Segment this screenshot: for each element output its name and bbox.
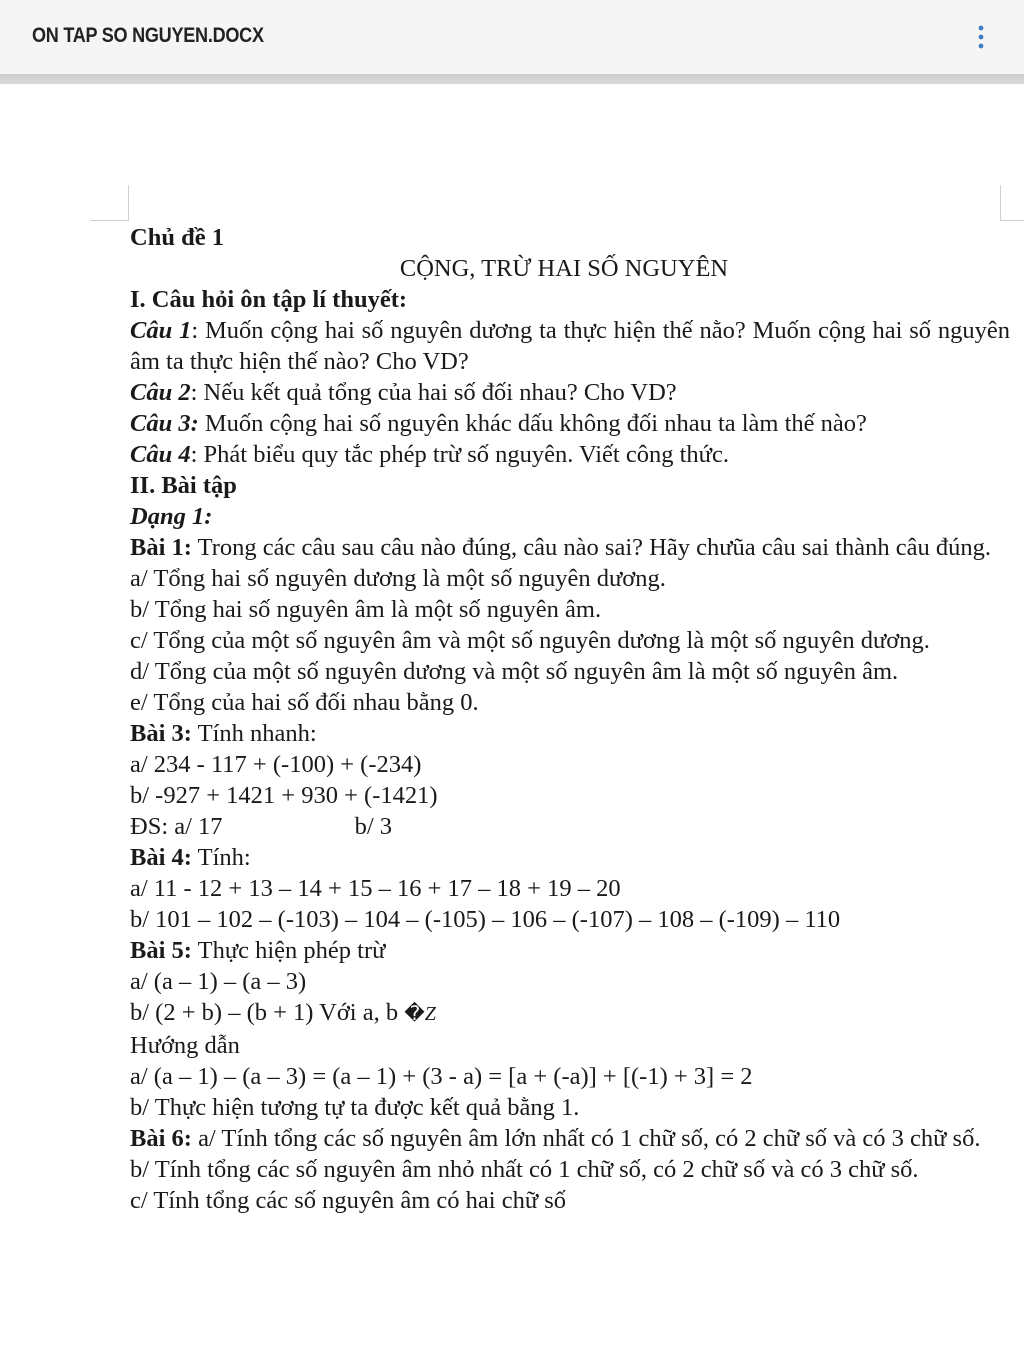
exercise-1-text: Trong các câu sau câu nào đúng, câu nào sai? Hãy chưũa câu sai thành câu đúng.: [191, 534, 991, 561]
exercise-6-item-a: a/ Tính tổng các số nguyên âm lớn nhất có 1 chữ số, có 2 chữ số và có 3 chữ số.: [191, 1125, 981, 1152]
exercise-6: [130, 1123, 1010, 1154]
exercise-1-item-a: a/ Tổng hai số nguyên dương là một số nguyên dương.: [130, 565, 666, 592]
exercise-5-text: Thực hiện phép trừ: [191, 937, 386, 964]
page-corner-marker: [128, 185, 129, 221]
exercise-3-answer-a: ĐS: a/ 17: [130, 813, 223, 840]
guide-heading: Hướng dẫn: [130, 1032, 240, 1059]
page-corner-marker: [90, 220, 129, 221]
exercise-4-text: Tính:: [191, 844, 251, 871]
exercise-3-item-a: a/ 234 - 117 + (-100) + (-234): [130, 751, 422, 778]
question-4-text: : Phát biểu quy tắc phép trừ số nguyên. Viết công thức.: [190, 441, 729, 468]
question-3-text: Muốn cộng hai số nguyên khác dấu không đối nhau ta làm thế nào?: [198, 410, 867, 437]
element-of-symbol: �: [404, 1003, 425, 1025]
exercise-5-item-b: [130, 997, 1010, 1030]
exercise-4-label: Bài 4:: [130, 844, 192, 871]
question-4: [130, 439, 1010, 470]
exercise-5-item-a: a/ (a – 1) – (a – 3): [130, 968, 307, 995]
type-1-heading: Dạng 1:: [130, 503, 213, 530]
exercise-5-label: Bài 5:: [130, 937, 192, 964]
exercise-4-item-b: b/ 101 – 102 – (-103) – 104 – (-105) – 106 – (-107) – 108 – (-109) – 110: [130, 906, 841, 933]
section-exercises-heading: II. Bài tập: [130, 472, 237, 499]
question-1: [130, 315, 1010, 377]
document-heading: CỘNG, TRỪ HAI SỐ NGUYÊN: [399, 255, 729, 282]
exercise-4: [130, 842, 1010, 873]
question-2-label: Câu 2: [130, 379, 191, 406]
question-4-label: Câu 4: [130, 441, 191, 468]
page-corner-marker: [1000, 185, 1001, 221]
exercise-1-item-b: b/ Tổng hai số nguyên âm là một số nguyên âm.: [130, 596, 602, 623]
exercise-6-item-c: c/ Tính tổng các số nguyên âm có hai chữ số: [130, 1187, 567, 1214]
integer-set-symbol: Z: [424, 1003, 436, 1025]
question-3: [130, 408, 1010, 439]
exercise-1-label: Bài 1:: [130, 534, 192, 561]
document-page: [130, 222, 1010, 1216]
exercise-1-item-e: e/ Tổng của hai số đối nhau bằng 0.: [130, 689, 479, 716]
question-2-text: : Nếu kết quả tổng của hai số đối nhau? Cho VD?: [190, 379, 677, 406]
exercise-3-answer: [130, 811, 1010, 842]
exercise-3-label: Bài 3:: [130, 720, 192, 747]
topic-heading: Chủ đề 1: [130, 224, 224, 251]
section-theory-heading: I. Câu hỏi ôn tập lí thuyết:: [130, 286, 408, 313]
exercise-6-label: Bài 6:: [130, 1125, 192, 1152]
exercise-5-item-b-text: b/ (2 + b) – (b + 1) Với a, b: [130, 999, 405, 1026]
toolbar-divider: [0, 74, 1024, 84]
exercise-1: [130, 532, 1010, 563]
exercise-5: [130, 935, 1010, 966]
question-1-text: : Muốn cộng hai số nguyên dương ta thực hiện thế nằo? Muốn cộng hai số nguyên âm ta thực hiện thế nào? Cho VD?: [130, 317, 1011, 375]
app-bar: [0, 0, 1024, 74]
guide-item-b: b/ Thực hiện tương tự ta được kết quả bằng 1.: [130, 1094, 580, 1121]
page-corner-marker: [1000, 220, 1024, 221]
exercise-4-item-a: a/ 11 - 12 + 13 – 14 + 15 – 16 + 17 – 18 + 19 – 20: [130, 875, 621, 902]
more-vertical-icon[interactable]: [966, 18, 998, 56]
exercise-3-item-b: b/ -927 + 1421 + 930 + (-1421): [130, 782, 438, 809]
exercise-3: [130, 718, 1010, 749]
exercise-1-item-c: c/ Tổng của một số nguyên âm và một số nguyên dương là một số nguyên dương.: [130, 627, 930, 654]
question-1-label: Câu 1: [130, 317, 192, 344]
exercise-1-item-d: d/ Tổng của một số nguyên dương và một số nguyên âm là một số nguyên âm.: [130, 658, 899, 685]
exercise-3-answer-b: b/ 3: [354, 813, 392, 840]
question-3-label: Câu 3:: [130, 410, 199, 437]
guide-item-a: a/ (a – 1) – (a – 3) = (a – 1) + (3 - a) = [a + (-a)] + [(-1) + 3] = 2: [130, 1063, 753, 1090]
exercise-6-item-b: b/ Tính tổng các số nguyên âm nhỏ nhất có 1 chữ số, có 2 chữ số và có 3 chữ số.: [130, 1156, 919, 1183]
document-title: ON TAP SO NGUYEN.DOCX: [32, 24, 264, 47]
question-2: [130, 377, 1010, 408]
exercise-3-text: Tính nhanh:: [191, 720, 317, 747]
